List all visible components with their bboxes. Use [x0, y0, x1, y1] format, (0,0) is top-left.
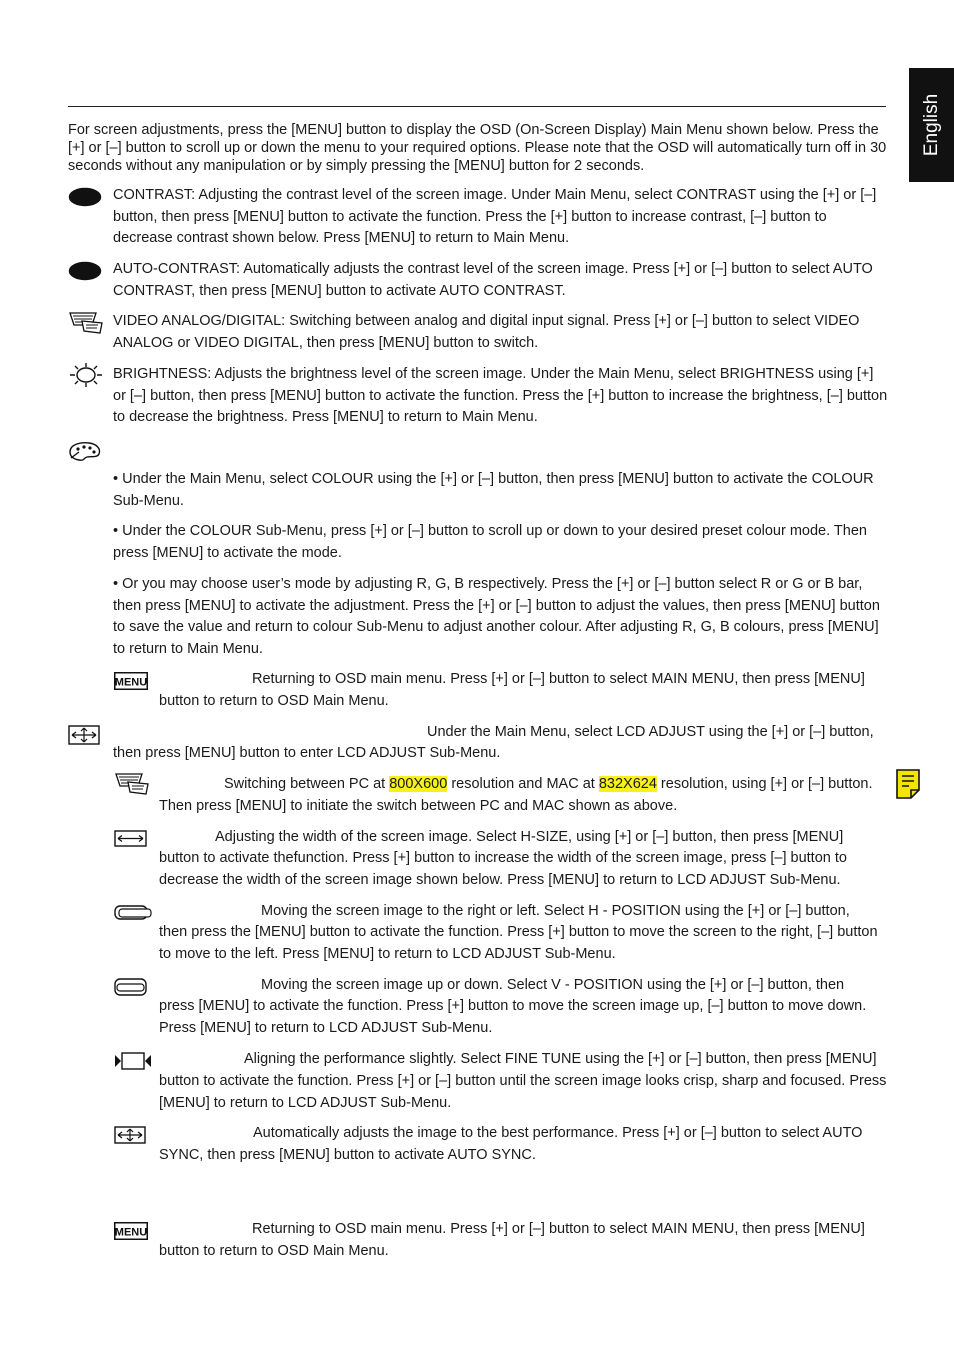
video-input-icon [68, 311, 106, 335]
mac-resolution-highlight: 832X624 [598, 776, 657, 792]
lcd-adjust-text-b: then press [MENU] button to enter LCD ADJUST Sub-Menu. [113, 745, 501, 761]
intro-paragraph: For screen adjustments, press the [MENU] button to display the OSD (On-Screen Display) Main Menu shown below. Press the [+] or [–] button to scroll up or down the menu to your required options. Please note that the OSD will automatically turn off in 30 seconds without any manipulation or by simply pressing the [MENU] button for 2 seconds. [68, 122, 887, 174]
h-size-icon [114, 830, 147, 847]
auto-sync-text-a: Automatically adjusts the image to the best performance. Press [+] or [–] button to select AUTO [253, 1125, 863, 1141]
auto-sync-icon [114, 1126, 146, 1144]
h-position-text-a: Moving the screen image to the right or left. Select H - POSITION using the [+] or [–] button, [261, 903, 850, 919]
top-rule [68, 106, 886, 107]
h-size-text-b: button to activate thefunction. Press [+] button to increase the width of the screen image, press [–] button to decrease the width of the screen image shown below. Press [MENU] to return to LCD ADJUST Sub-Menu. [159, 850, 847, 888]
fine-tune-icon [114, 1052, 152, 1070]
main-menu-text-2a: Returning to OSD main menu. Press [+] or [–] button to select MAIN MENU, then press [MENU] [252, 1221, 865, 1237]
note-icon [895, 768, 923, 800]
auto-contrast-icon [68, 261, 102, 281]
main-menu-text-1b: button to return to OSD Main Menu. [159, 693, 389, 709]
colour-text-2: • Under the COLOUR Sub-Menu, press [+] or [–] button to scroll up or down to your desired preset colour mode. Then press [MENU] to activate the mode. [113, 523, 867, 561]
lcd-adjust-text-a: Under the Main Menu, select LCD ADJUST using the [+] or [–] button, [427, 724, 874, 740]
pc-resolution-highlight: 800X600 [389, 776, 448, 792]
h-size-text-a: Adjusting the width of the screen image. Select H-SIZE, using [+] or [–] button, then press [MENU] [215, 829, 844, 845]
menu-icon-2-label: MENU [114, 1226, 148, 1239]
pc-mac-text [224, 774, 924, 796]
fine-tune-text-a: Aligning the performance slightly. Select FINE TUNE using the [+] or [–] button, then press [MENU] [244, 1051, 877, 1067]
colour-text-3: • Or you may choose user’s mode by adjusting R, G, B respectively. Press the [+] or [–] button select R or G or B bar, then press [MENU] to activate the adjustment. Press the [+] or [–] button to adjust the values, then press [MENU] button to save the value and return to colour Sub-Menu to adjust another colour. After adjusting R, G, B colours, press [MENU] to return to Main Menu. [113, 576, 880, 657]
lcd-adjust-icon [68, 725, 100, 745]
menu-icon-2 [114, 1222, 148, 1240]
colour-text-1: • Under the Main Menu, select COLOUR using the [+] or [–] button, then press [MENU] button to activate the COLOUR Sub-Menu. [113, 471, 874, 509]
language-tab [909, 68, 954, 182]
contrast-icon [68, 187, 102, 207]
main-menu-text-2b: button to return to OSD Main Menu. [159, 1243, 389, 1259]
h-position-text-b: then press the [MENU] button to activate the function. Press [+] button to move the screen to the right, [–] button to move to the left. Press [MENU] to return to LCD ADJUST Sub-Menu. [159, 924, 878, 962]
pc-mac-switch-icon [114, 772, 152, 796]
brightness-icon [68, 362, 104, 388]
h-position-icon [114, 905, 152, 920]
pc-mac-text-d: Then press [MENU] to initiate the switch between PC and MAC shown as above. [159, 798, 678, 814]
v-position-text-a: Moving the screen image up or down. Select V - POSITION using the [+] or [–] button, then [261, 977, 845, 993]
contrast-text: CONTRAST: Adjusting the contrast level of the screen image. Under Main Menu, select CONTRAST using the [+] or [–] button, then press [MENU] button to activate the function. Press the [+] button to increase contrast, [–] button to decrease contrast shown below. Press [MENU] to return to Main Menu. [113, 187, 877, 247]
pc-mac-text-a: Switching between PC at [224, 776, 386, 792]
v-position-text-b: press [MENU] to activate the function. Press [+] button to move the screen image up, [–] button to move down. Press [MENU] to return to LCD ADJUST Sub-Menu. [159, 998, 867, 1036]
main-menu-text-1a: Returning to OSD main menu. Press [+] or [–] button to select MAIN MENU, then press [MENU] [252, 671, 865, 687]
auto-contrast-text: AUTO-CONTRAST: Automatically adjusts the contrast level of the screen image. Press [+] or [–] button to select AUTO CONTRAST, then press [MENU] button to activate AUTO CONTRAST. [113, 261, 873, 299]
pc-mac-text-b: resolution and MAC at [451, 776, 595, 792]
language-tab-label: English [920, 93, 942, 157]
menu-icon [114, 672, 148, 690]
colour-palette-icon [67, 440, 103, 462]
v-position-icon [114, 978, 147, 996]
menu-icon-label: MENU [114, 676, 148, 689]
auto-sync-text-b: SYNC, then press [MENU] button to activate AUTO SYNC. [159, 1147, 536, 1163]
pc-mac-text-c: resolution, using [+] or [–] button. [660, 776, 873, 792]
brightness-text: BRIGHTNESS: Adjusts the brightness level of the screen image. Under the Main Menu, select BRIGHTNESS using [+] or [–] button, then press [MENU] button to activate the function. Press the [+] button to increase the brightness, [–] button to decrease the brightness. Press [MENU] to return to Main Menu. [113, 366, 888, 426]
video-text: VIDEO ANALOG/DIGITAL: Switching between analog and digital input signal. Press [+] or [–] button to select VIDEO ANALOG or VIDEO DIGITAL, then press [MENU] button to switch. [113, 313, 860, 351]
fine-tune-text-b: button to activate the function. Press [+] or [–] button until the screen image looks crisp, sharp and focused. Press [MENU] to return to LCD ADJUST Sub-Menu. [159, 1073, 887, 1111]
